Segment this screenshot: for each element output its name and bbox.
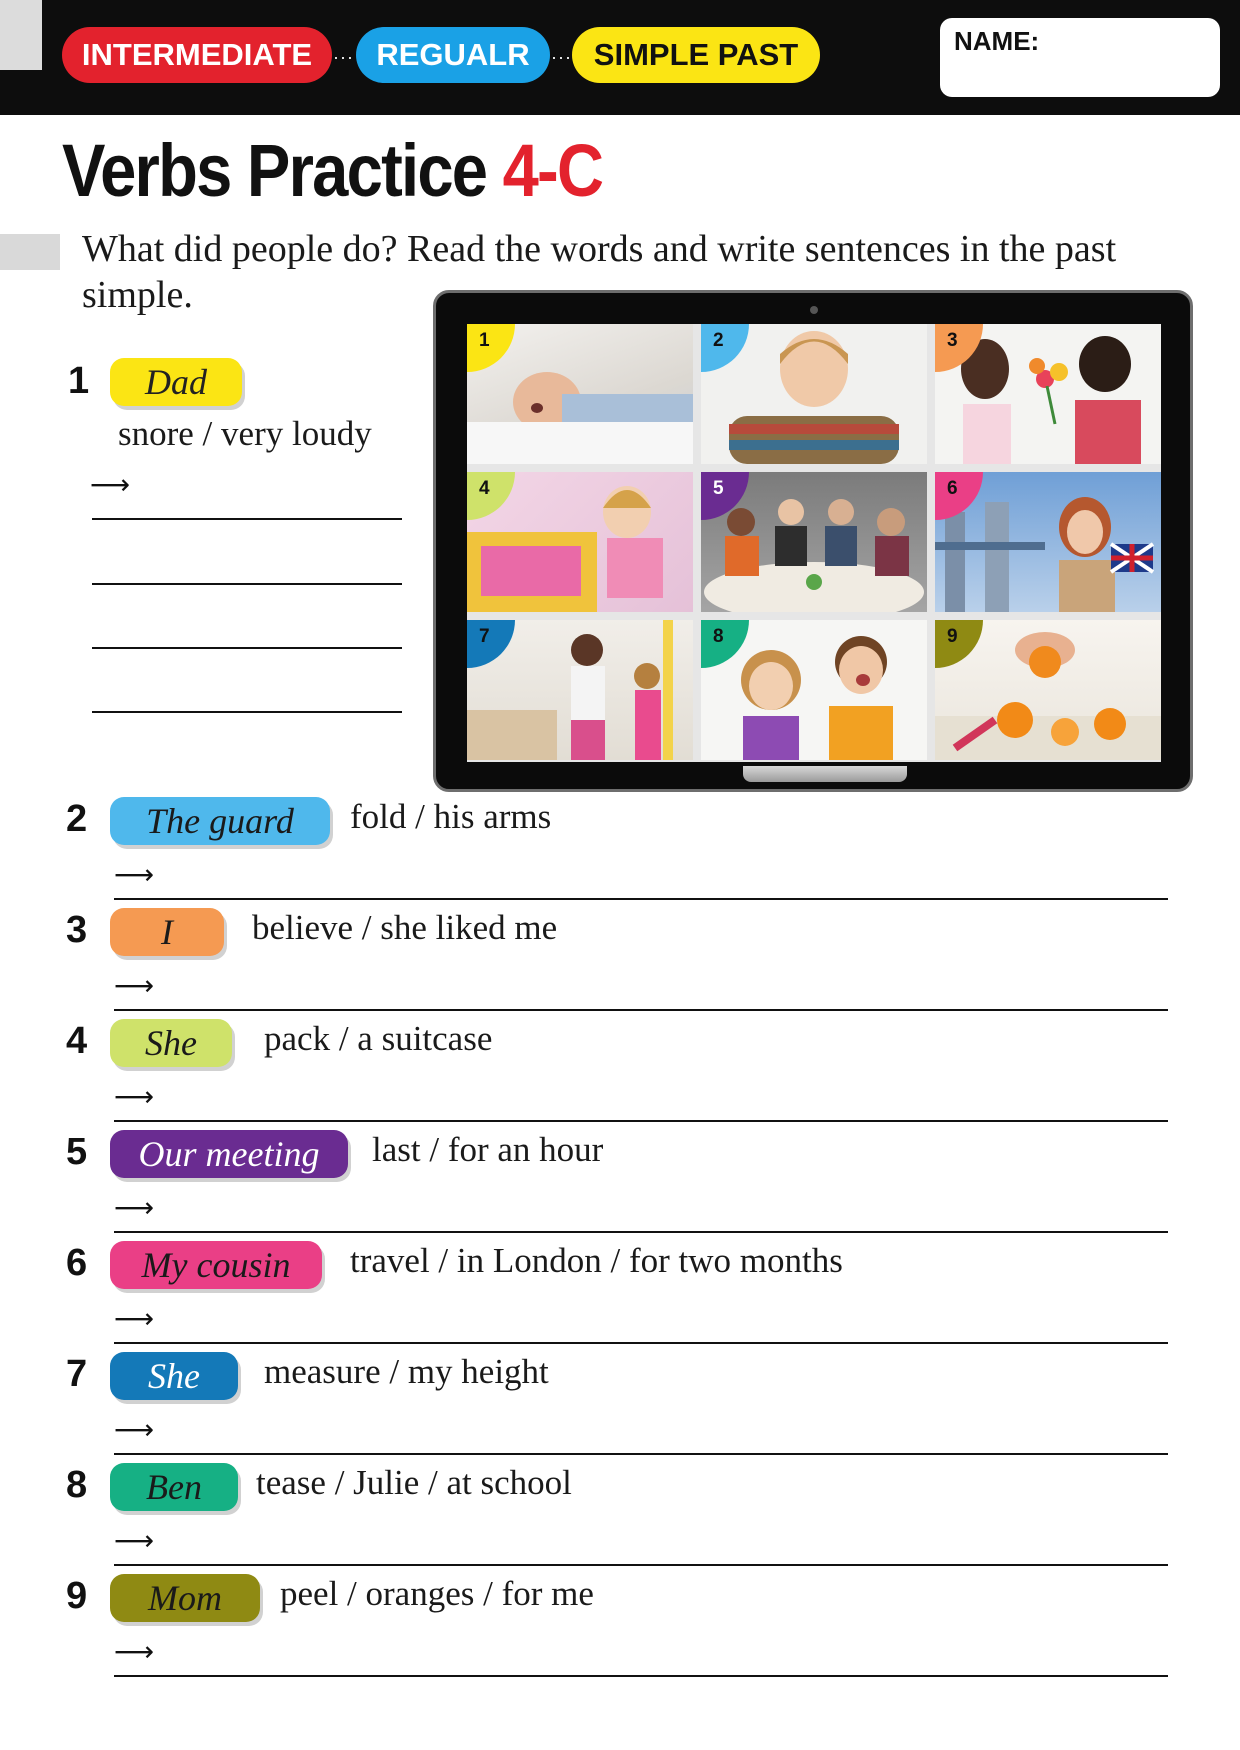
exercise-prompt: travel / in London / for two months (350, 1241, 843, 1280)
picture-6 (935, 472, 1161, 612)
exercise-prompt: tease / Julie / at school (256, 1463, 572, 1502)
exercise-number: 1 (68, 360, 90, 402)
answer-line[interactable] (92, 518, 402, 520)
subject-chip: Ben (110, 1463, 238, 1511)
arrow-icon: ⟶ (90, 468, 131, 501)
page-title (62, 128, 602, 213)
arrow-icon: ⟶ (114, 858, 155, 891)
exercise-number: 4 (66, 1020, 88, 1062)
picture-5 (701, 472, 927, 612)
picture-number: 7 (479, 626, 490, 647)
picture-1 (467, 324, 693, 464)
exercise-number: 8 (66, 1464, 88, 1506)
laptop-stand (743, 766, 907, 782)
corner-tab (0, 0, 42, 70)
tense-badge: SIMPLE PAST (572, 27, 820, 83)
picture-number: 9 (947, 626, 958, 647)
answer-line[interactable] (92, 647, 402, 649)
title-code: 4-C (502, 129, 603, 212)
answer-line[interactable] (114, 1675, 1168, 1677)
exercise-prompt: fold / his arms (350, 797, 552, 836)
connector-dots: ··· (333, 47, 354, 67)
exercise-number: 3 (66, 909, 88, 951)
picture-2 (701, 324, 927, 464)
subject-chip: My cousin (110, 1241, 322, 1289)
picture-number: 8 (713, 626, 724, 647)
picture-7 (467, 620, 693, 760)
subject-chip: I (110, 908, 224, 956)
exercise-number: 2 (66, 798, 88, 840)
answer-line[interactable] (114, 1120, 1168, 1122)
picture-3 (935, 324, 1161, 464)
picture-number: 6 (947, 478, 958, 499)
category-badge: REGUALR (356, 27, 550, 83)
header-bar (0, 0, 1240, 115)
name-field[interactable] (940, 18, 1220, 97)
subject-chip: Dad (110, 358, 242, 406)
subject-chip: Our meeting (110, 1130, 348, 1178)
laptop-frame (433, 290, 1193, 792)
answer-line[interactable] (114, 1453, 1168, 1455)
answer-line[interactable] (114, 1231, 1168, 1233)
answer-line[interactable] (114, 1342, 1168, 1344)
subject-chip: Mom (110, 1574, 260, 1622)
instruction-marker (0, 234, 60, 270)
arrow-icon: ⟶ (114, 969, 155, 1002)
picture-number: 3 (947, 330, 958, 351)
connector-dots: ··· (551, 47, 572, 67)
picture-number: 5 (713, 478, 724, 499)
picture-number: 4 (479, 478, 490, 499)
exercise-number: 6 (66, 1242, 88, 1284)
answer-line[interactable] (114, 898, 1168, 900)
exercise-number: 9 (66, 1575, 88, 1617)
instruction-text: What did people do? Read the words and write sentences in the past simple. (82, 228, 1117, 316)
picture-8 (701, 620, 927, 760)
picture-number: 1 (479, 330, 490, 351)
exercise-prompt: believe / she liked me (252, 908, 558, 947)
exercise-prompt: snore / very loudy (118, 414, 372, 453)
exercise-number: 5 (66, 1131, 88, 1173)
exercise-prompt: pack / a suitcase (264, 1019, 493, 1058)
answer-line[interactable] (114, 1009, 1168, 1011)
arrow-icon: ⟶ (114, 1080, 155, 1113)
picture-number: 2 (713, 330, 724, 351)
answer-line[interactable] (114, 1564, 1168, 1566)
exercise-prompt: peel / oranges / for me (280, 1574, 594, 1613)
picture-4 (467, 472, 693, 612)
level-badge: INTERMEDIATE (62, 27, 332, 83)
camera-icon (810, 306, 818, 314)
arrow-icon: ⟶ (114, 1191, 155, 1224)
exercise-number: 7 (66, 1353, 88, 1395)
answer-line[interactable] (92, 583, 402, 585)
arrow-icon: ⟶ (114, 1524, 155, 1557)
answer-line[interactable] (92, 711, 402, 713)
picture-grid (467, 324, 1161, 762)
arrow-icon: ⟶ (114, 1413, 155, 1446)
exercise-prompt: measure / my height (264, 1352, 549, 1391)
title-main: Verbs Practice (62, 129, 487, 212)
subject-chip: She (110, 1019, 232, 1067)
arrow-icon: ⟶ (114, 1635, 155, 1668)
arrow-icon: ⟶ (114, 1302, 155, 1335)
exercise-prompt: last / for an hour (372, 1130, 604, 1169)
subject-chip: She (110, 1352, 238, 1400)
name-label: NAME: (954, 26, 1040, 56)
picture-9 (935, 620, 1161, 760)
subject-chip: The guard (110, 797, 330, 845)
